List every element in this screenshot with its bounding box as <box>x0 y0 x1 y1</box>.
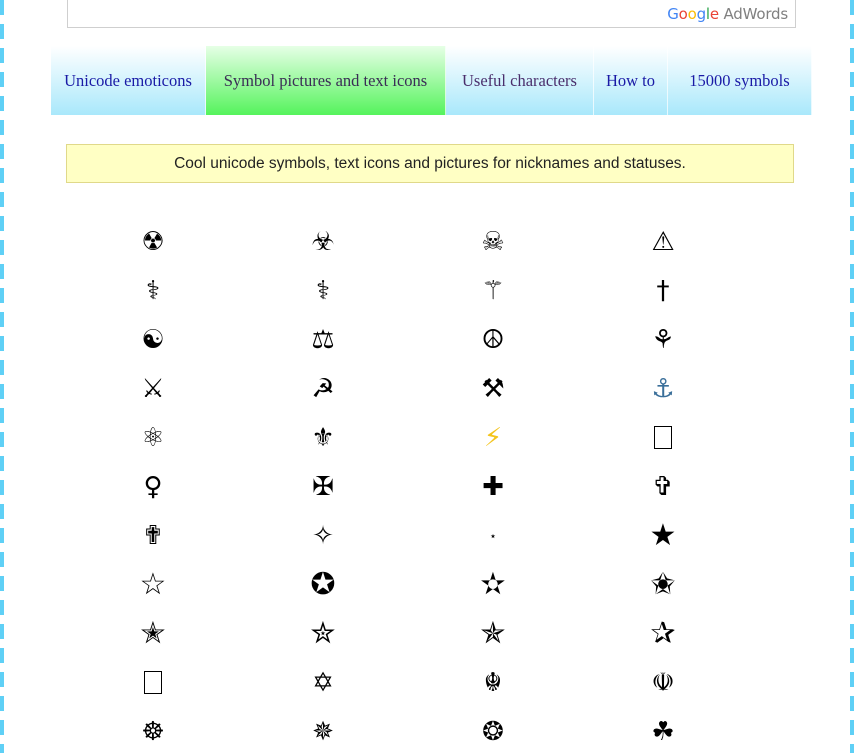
symbol-cell[interactable]: ✠ <box>312 471 334 502</box>
symbol-cell[interactable]: ✮ <box>310 615 336 651</box>
symbol-cell[interactable]: ⚔ <box>141 373 165 404</box>
symbol-cell[interactable]: ☯ <box>141 324 165 355</box>
logo-letter: e <box>709 5 719 23</box>
symbol-cell[interactable]: ☭ <box>311 373 335 404</box>
nav-item-how-to[interactable]: How to <box>594 46 668 115</box>
main-nav <box>51 46 812 115</box>
symbol-cell[interactable]: ⚡ <box>483 422 503 453</box>
symbol-cell[interactable]: ⚖ <box>311 324 335 355</box>
missing-glyph-box <box>654 426 672 449</box>
symbol-cell[interactable]: † <box>656 275 670 306</box>
left-edge-decoration <box>0 0 4 753</box>
symbol-cell[interactable]: ✚ <box>482 471 504 502</box>
symbol-cell[interactable]: ✡ <box>312 667 334 698</box>
symbol-cell[interactable]: ☠ <box>481 226 505 257</box>
adwords-text: AdWords <box>723 5 788 23</box>
intro-notice-text: Cool unicode symbols, text icons and pictures for nicknames and statuses. <box>174 154 686 172</box>
symbol-cell[interactable]: ✰ <box>650 615 676 651</box>
symbol-cell[interactable]: ⚕ <box>145 275 161 306</box>
symbol-cell[interactable]: ☸ <box>141 716 165 747</box>
right-edge-decoration <box>850 0 854 753</box>
symbol-cell[interactable]: ⚠ <box>651 226 675 257</box>
symbol-cell[interactable]: ✪ <box>310 566 336 602</box>
nav-item-15000-symbols[interactable]: 15000 symbols <box>668 46 812 115</box>
nav-item-unicode-emoticons[interactable]: Unicode emoticons <box>51 46 206 115</box>
symbol-cell[interactable]: ☮ <box>481 324 505 355</box>
symbol-cell[interactable] <box>578 413 748 462</box>
symbol-cell[interactable]: ⋆ <box>489 528 497 543</box>
ad-banner[interactable] <box>67 0 796 28</box>
symbol-cell[interactable]: ✫ <box>480 566 506 602</box>
symbol-cell[interactable]: ✯ <box>480 615 506 651</box>
symbol-cell[interactable]: ⚛ <box>141 422 165 453</box>
symbol-cell[interactable]: ✞ <box>652 471 674 502</box>
symbol-grid <box>68 217 748 756</box>
logo-letter: o <box>687 5 697 23</box>
symbol-cell[interactable]: ✬ <box>650 566 676 602</box>
intro-notice <box>66 144 794 183</box>
symbol-cell[interactable]: ⚘ <box>651 324 675 355</box>
symbol-cell[interactable]: ⚒ <box>481 373 505 404</box>
symbol-cell[interactable]: ⚕ <box>315 275 331 306</box>
symbol-cell[interactable]: ⚜ <box>311 422 335 453</box>
symbol-cell[interactable]: ★ <box>649 517 677 553</box>
symbol-cell[interactable]: ✧ <box>312 520 334 551</box>
symbol-cell[interactable] <box>68 658 238 707</box>
symbol-cell[interactable]: ⚚ <box>481 275 505 306</box>
symbol-cell[interactable]: ☬ <box>483 667 503 698</box>
symbol-cell[interactable]: ☘ <box>651 716 675 747</box>
logo-letter: g <box>696 5 706 23</box>
symbol-cell[interactable]: ☢ <box>141 226 165 257</box>
nav-item-symbol-pictures-and-text-icons[interactable]: Symbol pictures and text icons <box>206 46 446 115</box>
symbol-cell[interactable]: ❂ <box>482 716 504 747</box>
logo-letter: o <box>678 5 688 23</box>
missing-glyph-box <box>144 671 162 694</box>
symbol-cell[interactable]: ✵ <box>312 716 334 747</box>
symbol-cell[interactable]: ⚓ <box>651 373 675 404</box>
symbol-cell[interactable]: ☣ <box>311 226 335 257</box>
nav-item-useful-characters[interactable]: Useful characters <box>446 46 594 115</box>
symbol-cell[interactable]: ♀ <box>143 471 163 502</box>
logo-letter: l <box>705 5 710 23</box>
logo-letter: G <box>667 5 679 23</box>
google-adwords-logo[interactable] <box>667 5 788 23</box>
symbol-cell[interactable]: ✭ <box>140 615 166 651</box>
symbol-cell[interactable]: ✟ <box>142 520 164 551</box>
symbol-cell[interactable]: ☆ <box>139 566 167 602</box>
symbol-cell[interactable]: ☫ <box>651 667 675 698</box>
